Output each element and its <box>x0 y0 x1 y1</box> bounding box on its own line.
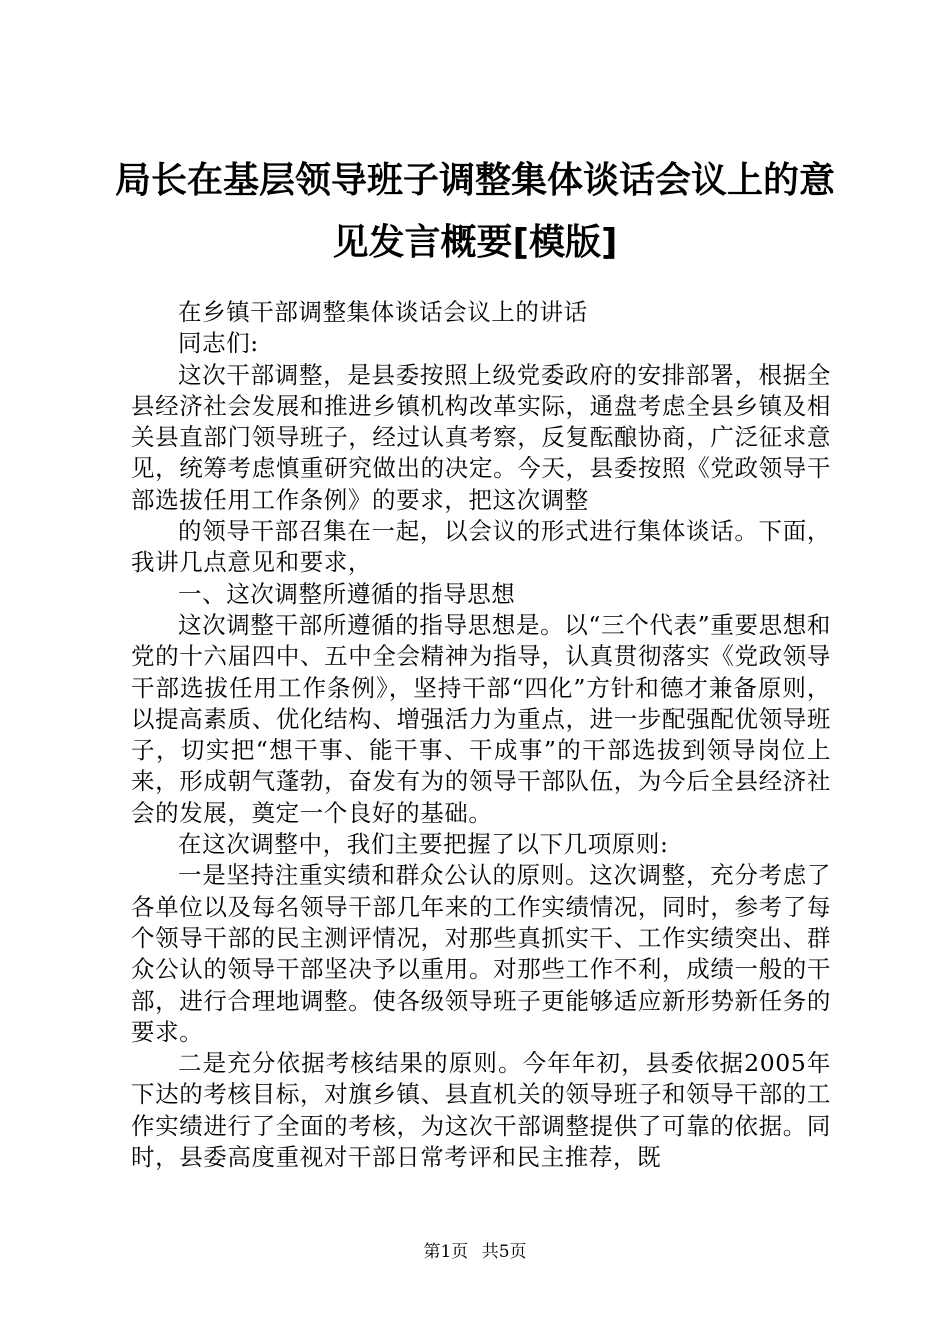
document-title-line-2: 见发言概要[模版] <box>332 222 618 263</box>
salutation: 同志们: <box>178 329 259 358</box>
page-total: 共5页 <box>481 1242 527 1262</box>
paragraph: 这次调整干部所遵循的指导思想是。以“三个代表”重要思想和党的十六届四中、五中全会精神为指导，认真贯彻落实《党政领导干部选拔任用工作条例》，坚持干部“四化”方针和德才兼备原则，以提高素质、优化结构、增强活力为重点，进一步配强配优领导班子，切实把“想干事、能干事、干成事”的干部选拔到领导岗位上来，形成朝气蓬勃，奋发有为的领导干部队伍，为今后全县经济社会的发展，奠定一个良好的基础。 <box>131 610 831 827</box>
page-number: 第1页 <box>423 1242 469 1262</box>
paragraph: 在这次调整中，我们主要把握了以下几项原则: <box>178 830 669 859</box>
paragraph: 一是坚持注重实绩和群众公认的原则。这次调整，充分考虑了各单位以及每名领导干部几年来的工作实绩情况，同时，参考了每个领导干部的民主测评情况，对那些真抓实干、工作实绩突出、群众公认的领导干部坚决予以重用。对那些工作不利，成绩一般的干部，进行合理地调整。使各级领导班子更能够适应新形势新任务的要求。 <box>131 861 831 1046</box>
paragraph: 二是充分依据考核结果的原则。今年年初，县委依据2005年下达的考核目标，对旗乡镇、县直机关的领导班子和领导干部的工作实绩进行了全面的考核，为这次干部调整提供了可靠的依据。同时，县委高度重视对干部日常考评和民主推荐，既 <box>131 1049 831 1172</box>
document-title-line-1: 局长在基层领导班子调整集体谈话会议上的意 <box>114 160 835 201</box>
page-footer <box>0 1241 950 1263</box>
paragraph: 这次干部调整，是县委按照上级党委政府的安排部署，根据全县经济社会发展和推进乡镇机构改革实际，通盘考虑全县乡镇及相关县直部门领导班子，经过认真考察，反复酝酿协商，广泛征求意见，统筹考虑慎重研究做出的决定。今天，县委按照《党政领导干部选拔任用工作条例》的要求，把这次调整 <box>131 360 831 514</box>
section-heading: 一、这次调整所遵循的指导思想 <box>178 579 516 608</box>
speech-heading: 在乡镇干部调整集体谈话会议上的讲话 <box>178 298 588 326</box>
paragraph: 的领导干部召集在一起，以会议的形式进行集体谈话。下面，我讲几点意见和要求， <box>131 517 831 577</box>
document-body <box>131 297 831 1173</box>
